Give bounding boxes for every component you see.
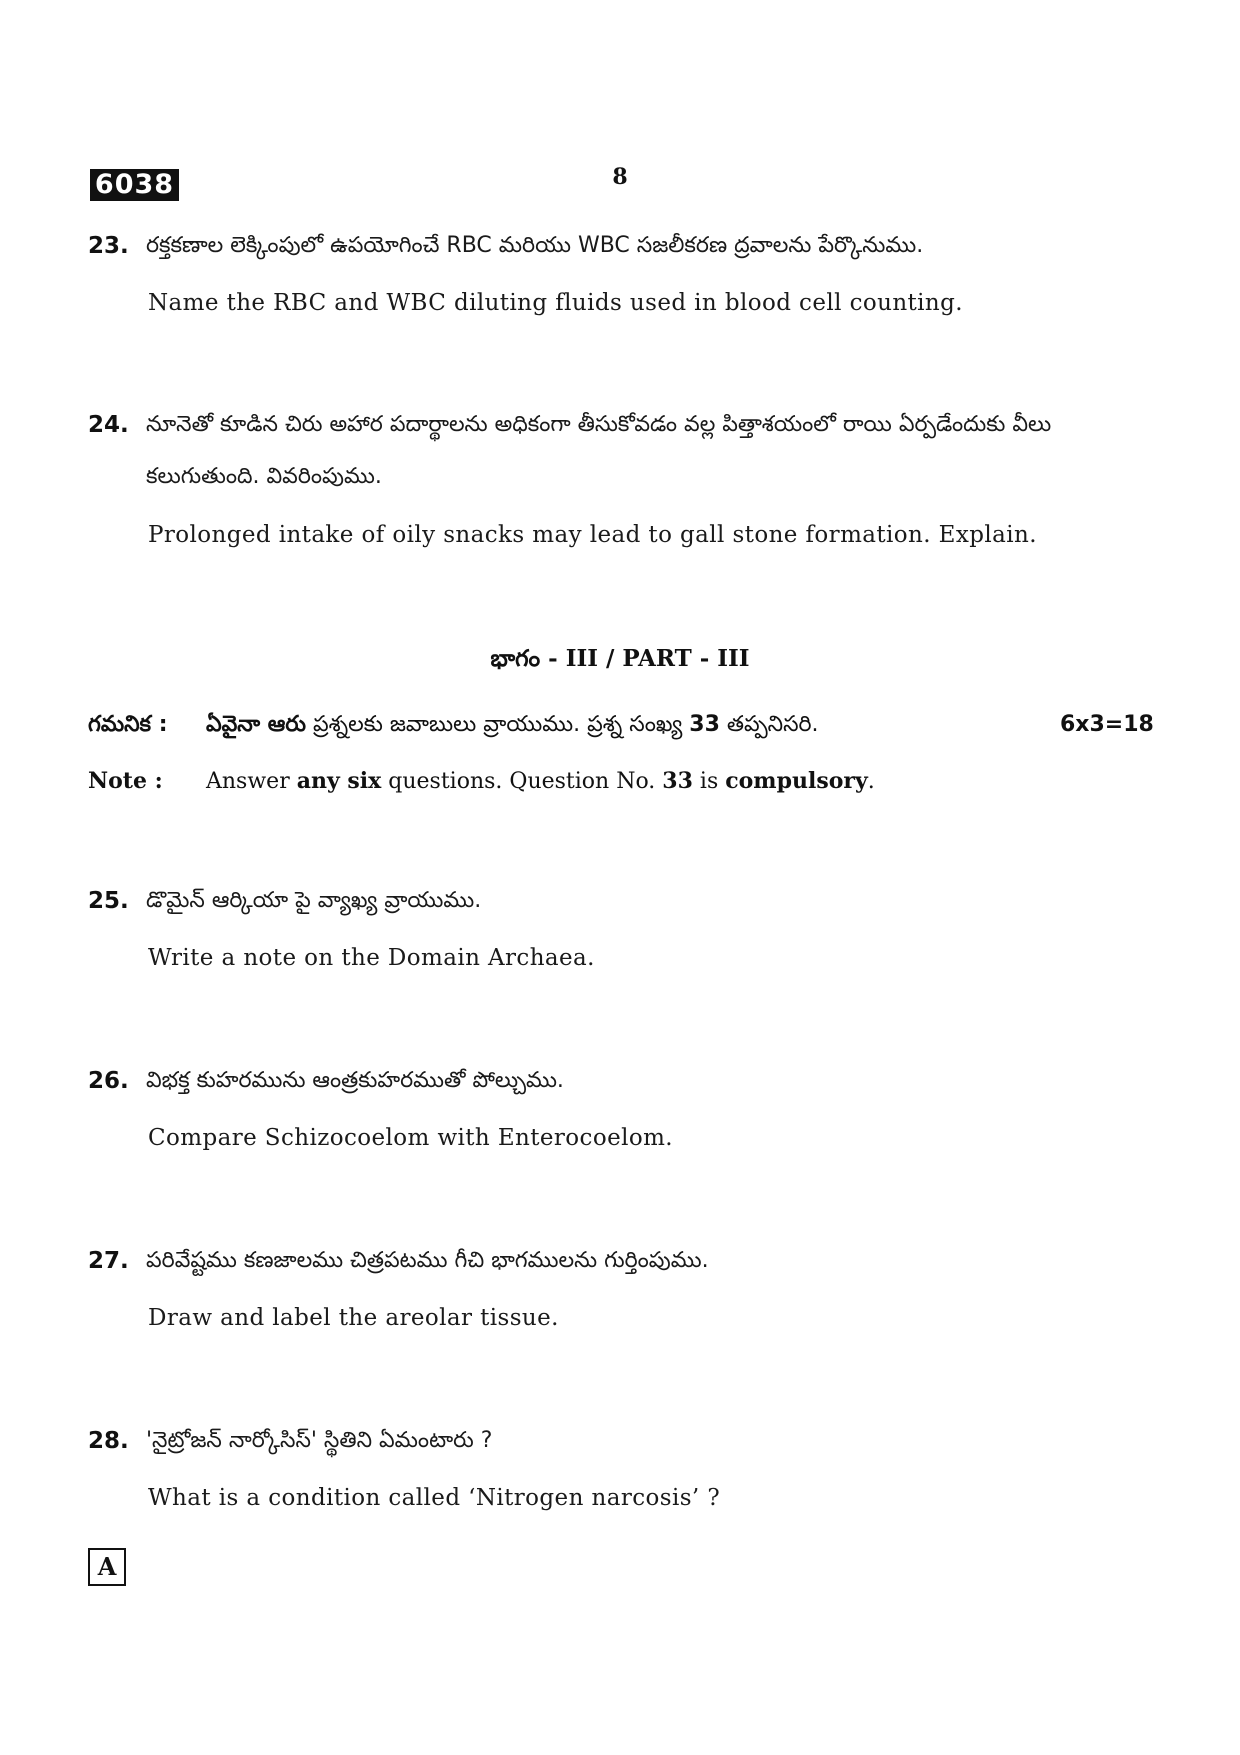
page-number: 8 [612, 164, 628, 190]
note-telugu-q33: 33 [689, 712, 720, 737]
note-label-english: Note : [88, 768, 163, 794]
question-number-24: 24. [88, 412, 129, 438]
question-28-english: What is a condition called ‘Nitrogen narcosis’ ? [148, 1485, 721, 1511]
question-25-english: Write a note on the Domain Archaea. [148, 945, 595, 971]
question-24-english: Prolonged intake of oily snacks may lead to gall stone formation. Explain. [148, 522, 1037, 548]
paper-code-badge: 6038 [90, 169, 179, 201]
question-23-telugu: రక్తకణాల లెక్కింపులో ఉపయోగించే RBC మరియు WBC సజలీకరణ ద్రవాలను పేర్కొనుము. [146, 233, 924, 258]
note-telugu-text: ప్రశ్నలకు జవాబులు వ్రాయుము. ప్రశ్న సంఖ్య [306, 712, 690, 737]
set-letter-box: A [88, 1548, 126, 1586]
note-telugu-compulsory: తప్పనిసరి. [719, 712, 819, 737]
marks-scheme: 6x3=18 [1060, 712, 1154, 737]
note-english-questions: questions. Question No. [381, 769, 663, 794]
question-26-english: Compare Schizocoelom with Enterocoelom. [148, 1125, 674, 1151]
question-number-26: 26. [88, 1068, 129, 1094]
question-27-english: Draw and label the areolar tissue. [148, 1305, 559, 1331]
note-english-period: . [867, 769, 875, 794]
note-english-compulsory: compulsory [725, 768, 868, 794]
note-telugu [206, 712, 819, 742]
question-number-28: 28. [88, 1428, 129, 1454]
note-english-any-six: any six [296, 768, 382, 794]
note-english-answer: Answer [206, 769, 297, 794]
question-27-telugu: పరివేష్టము కణజాలము చిత్రపటము గీచి భాగములను గుర్తింపుము. [146, 1248, 709, 1273]
note-english-q33: 33 [662, 768, 693, 794]
question-28-telugu: 'నైట్రోజన్ నార్కోసిస్' స్థితిని ఏమంటారు ? [146, 1428, 493, 1453]
question-number-25: 25. [88, 888, 129, 914]
question-number-23: 23. [88, 233, 129, 259]
question-25-telugu: డొమైన్ ఆర్కియా పై వ్యాఖ్య వ్రాయుము. [146, 888, 482, 913]
note-english [206, 768, 875, 794]
question-24-telugu-line2: కలుగుతుంది. వివరింపుము. [146, 464, 382, 489]
question-24-telugu-line1: నూనెతో కూడిన చిరు అహార పదార్థాలను అధికంగా తీసుకోవడం వల్ల పిత్తాశయంలో రాయి ఏర్పడేందుకు వీలు [146, 412, 1052, 437]
note-label-telugu: గమనిక : [88, 712, 168, 737]
question-number-27: 27. [88, 1248, 129, 1274]
note-telugu-any-six: ఏవైనా ఆరు [206, 712, 307, 737]
question-23-english: Name the RBC and WBC diluting fluids used in blood cell counting. [148, 290, 963, 316]
note-english-is: is [692, 769, 726, 794]
part-heading: భాగం - III / PART - III [490, 645, 750, 672]
question-26-telugu: విభక్త కుహరమును ఆంత్రకుహరముతో పోల్చుము. [146, 1068, 564, 1093]
